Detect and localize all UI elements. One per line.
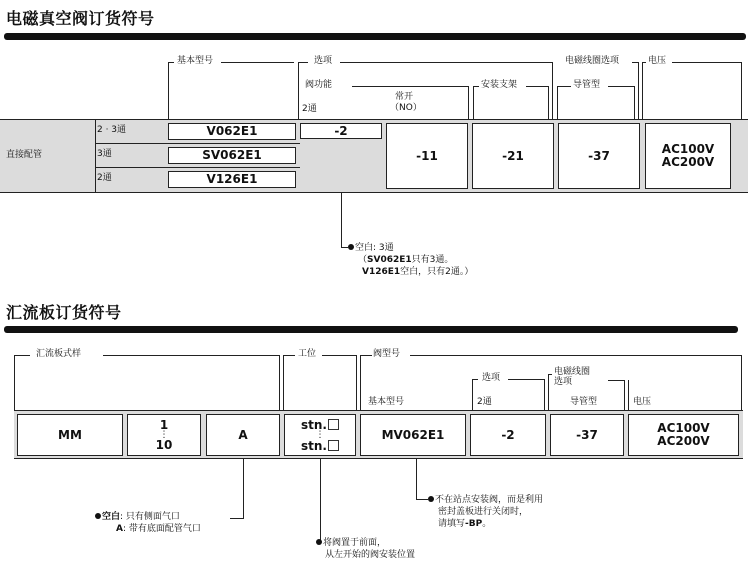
voltage-ac100v: AC100V [661,142,715,156]
option-box-dash37: -37 [558,123,640,189]
section1-title: 电磁真空阀订货符号 [6,9,155,28]
header-conduit-type: 导管型 [573,80,601,90]
header-options: 选项 [314,56,333,66]
model-box-sv062e1: SV062E1 [168,147,296,164]
header-voltage: 电压 [648,56,667,66]
manifold-mm-box: MM [17,414,123,456]
header-valve-model: 阀型号 [373,349,401,359]
model-box-v126e1: V126E1 [168,171,296,188]
section1-rule [4,33,746,40]
option-dash2-box: -2 [470,414,546,456]
bullet-icon [348,244,354,250]
mounting-position-note: 将阀置于前面， 从左开始的阀安装位置 [316,537,415,561]
option-box-dash21: -21 [472,123,554,189]
header-voltage-2: 电压 [633,397,652,407]
stn-box: stn. ⋮ stn. [284,414,356,456]
header-base-model-2: 基本型号 [368,397,405,407]
section2-title: 汇流板订货符号 [6,303,122,322]
header-base-model: 基本型号 [177,56,214,66]
checkbox-square-icon [328,440,339,451]
option-box-dash2: -2 [300,123,382,139]
checkbox-square-icon [328,419,339,430]
header-mount-bracket: 安装支架 [481,80,518,90]
header-coil-option-2: 电磁线圈 选项 [554,367,591,387]
blank-plate-note: 不在站点安装阀，而是利用 密封盖板进行关闭时， 请填写-BP。 [428,494,543,530]
header-normally-open-no: （NO） [390,103,422,113]
bullet-icon [95,513,101,519]
port-label-row1: 2 · 3通 [97,125,127,135]
model-box-v062e1: V062E1 [168,123,296,140]
option-box-dash11: -11 [386,123,468,189]
header-options-2: 选项 [482,373,501,383]
header-two-port-2: 2通 [477,397,492,407]
voltage-box-2: AC100V AC200V [628,414,739,456]
port-a-box: A [206,414,280,456]
voltage-box [645,123,731,189]
section2-rule [4,326,738,333]
header-coil-option: 电磁线圈选项 [565,56,620,66]
header-valve-function: 阀功能 [305,80,333,90]
mv062e1-box: MV062E1 [360,414,466,456]
port-label-row2: 3通 [97,149,112,159]
header-two-port: 2通 [302,104,317,114]
bullet-icon [316,539,322,545]
header-manifold-style: 汇流板式样 [36,349,82,359]
header-station: 工位 [298,349,317,359]
blank-port-note: 空白: 3通 （SV062E1只有3通。 V126E1空白，只有2通。） [348,242,473,278]
port-label-row3: 2通 [97,173,112,183]
row-label-direct-piping: 直接配管 [6,150,43,160]
voltage-ac200v: AC200V [661,155,715,169]
port-option-note: 空白: 只有侧面气口 A: 带有底面配管气口 [95,511,201,535]
header-normally-open: 常开 [395,92,414,102]
header-conduit-type-2: 导管型 [570,397,598,407]
option-dash37-box: -37 [550,414,624,456]
bullet-icon [428,496,434,502]
station-range-box: 1 ⋮ 10 [127,414,201,456]
